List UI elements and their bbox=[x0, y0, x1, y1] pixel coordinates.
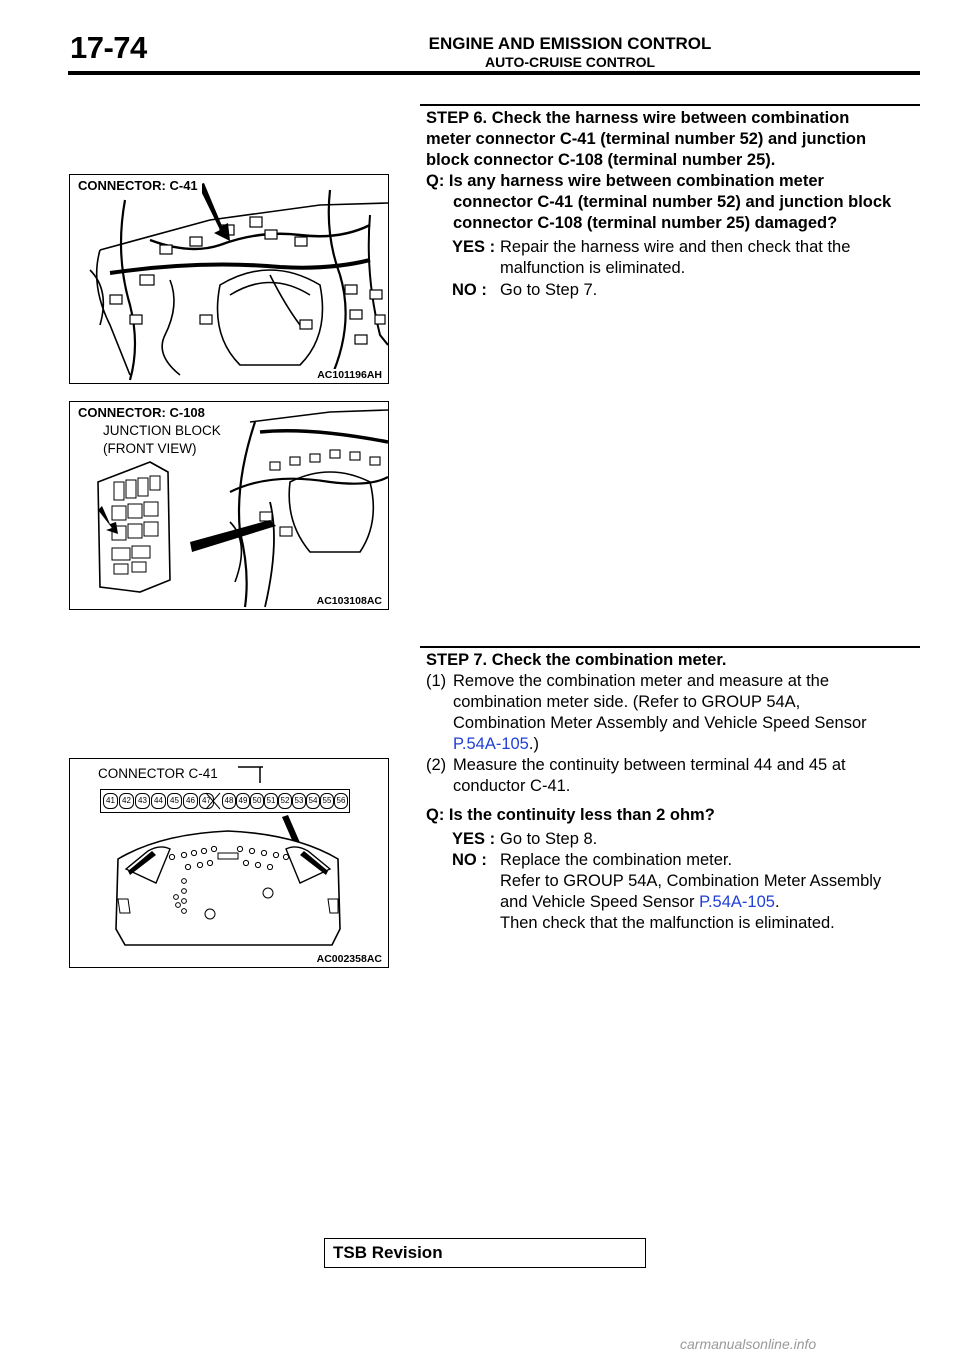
step7-no-line1: Replace the combination meter. bbox=[500, 851, 733, 869]
group54a-reference-link-2[interactable]: P.54A-105 bbox=[699, 893, 775, 911]
figure-connector-c41-location bbox=[69, 174, 389, 384]
step7-item1-line2: combination meter side. (Refer to GROUP 54A, bbox=[453, 693, 801, 711]
step6-rule bbox=[420, 104, 920, 106]
step6-yes-line2: malfunction is eliminated. bbox=[500, 259, 686, 277]
step6-title-line2: meter connector C-41 (terminal number 52) and junction bbox=[426, 130, 867, 148]
figure-code: AC103108AC bbox=[316, 595, 382, 607]
section-subtitle: AUTO-CRUISE CONTROL bbox=[484, 54, 656, 70]
step7-no-line2: Refer to GROUP 54A, Combination Meter Assembly bbox=[500, 872, 882, 890]
group54a-reference-link[interactable]: P.54A-105 bbox=[453, 735, 529, 753]
step7-no-key: NO : bbox=[452, 851, 487, 869]
step7-rule bbox=[420, 646, 920, 648]
step6-no-line1: Go to Step 7. bbox=[500, 281, 598, 299]
pin-cell: 44 bbox=[151, 793, 166, 809]
figure-label: CONNECTOR: C-108 bbox=[78, 405, 205, 420]
section-title: ENGINE AND EMISSION CONTROL bbox=[428, 34, 712, 53]
pin-cell: 55 bbox=[320, 793, 334, 809]
step7-no-line3 bbox=[500, 892, 780, 913]
pin-cell: 46 bbox=[183, 793, 198, 809]
figure-connector-c41-pinout bbox=[69, 758, 389, 968]
step6-question-line3: connector C-108 (terminal number 25) damaged? bbox=[453, 214, 838, 232]
step7-item1-tail: .) bbox=[528, 735, 539, 753]
page-number: 17-74 bbox=[70, 30, 147, 65]
step7-no-line3-text: and Vehicle Speed Sensor bbox=[500, 893, 700, 911]
step6-question-line2: connector C-41 (terminal number 52) and junction block bbox=[453, 193, 892, 211]
step6-title-line3: block connector C-108 (terminal number 25). bbox=[426, 151, 776, 169]
step7-title: STEP 7. Check the combination meter. bbox=[426, 651, 727, 669]
step7-item1-line1: Remove the combination meter and measure at the bbox=[453, 672, 830, 690]
pin-cell: 56 bbox=[334, 793, 348, 809]
step6-yes-line1: Repair the harness wire and then check that the bbox=[500, 238, 851, 256]
figure-code: AC101196AH bbox=[317, 369, 382, 381]
dashboard-harness-illustration bbox=[70, 175, 388, 383]
step7-item2-line2: conductor C-41. bbox=[453, 777, 571, 795]
pin-cell: 48 bbox=[222, 793, 236, 809]
figure-code: AC002358AC bbox=[316, 953, 382, 965]
step6-title-line1: STEP 6. Check the harness wire between combination bbox=[426, 109, 850, 127]
pin-cell: 51 bbox=[264, 793, 278, 809]
pin-cell: 41 bbox=[103, 793, 118, 809]
step7-item2-line1: Measure the continuity between terminal 44 and 45 at bbox=[453, 756, 846, 774]
watermark: carmanualsonline.info bbox=[680, 1336, 817, 1352]
header-rule bbox=[68, 71, 920, 75]
figure-label: CONNECTOR: C-41 bbox=[78, 178, 202, 193]
figure-label: CONNECTOR C-41 bbox=[98, 766, 218, 781]
step7-yes-key: YES : bbox=[452, 830, 496, 848]
pin-cell: 50 bbox=[250, 793, 264, 809]
step7-item1-number: (1) bbox=[426, 672, 447, 690]
pin-cell: 45 bbox=[167, 793, 182, 809]
step7-item2-number: (2) bbox=[426, 756, 447, 774]
step7-no-line3-tail: . bbox=[774, 893, 780, 911]
step6-no-key: NO : bbox=[452, 281, 487, 299]
pin-cell: 54 bbox=[306, 793, 320, 809]
step7-item1-line3: Combination Meter Assembly and Vehicle Speed Sensor bbox=[453, 714, 867, 732]
step7-item1-line4 bbox=[453, 734, 539, 755]
pin-cell: 47 bbox=[199, 793, 214, 809]
pin-cell: 43 bbox=[135, 793, 150, 809]
tsb-revision-label: TSB Revision bbox=[333, 1243, 443, 1262]
figure-sublabel-junction-block: JUNCTION BLOCK bbox=[103, 423, 221, 438]
pin-cell: 52 bbox=[278, 793, 292, 809]
step7-yes-line1: Go to Step 8. bbox=[500, 830, 598, 848]
step7-no-line4: Then check that the malfunction is eliminated. bbox=[500, 914, 835, 932]
figure-sublabel-front-view: (FRONT VIEW) bbox=[103, 441, 197, 456]
figure-connector-c108-location bbox=[69, 401, 389, 610]
pin-cell: 42 bbox=[119, 793, 134, 809]
step7-question: Q: Is the continuity less than 2 ohm? bbox=[426, 806, 715, 824]
pin-cell: 53 bbox=[292, 793, 306, 809]
step6-question-line1: Q: Is any harness wire between combination meter bbox=[426, 172, 824, 190]
step6-yes-key: YES : bbox=[452, 238, 496, 256]
pin-cell: 49 bbox=[236, 793, 250, 809]
combination-meter-illustration bbox=[70, 759, 388, 967]
